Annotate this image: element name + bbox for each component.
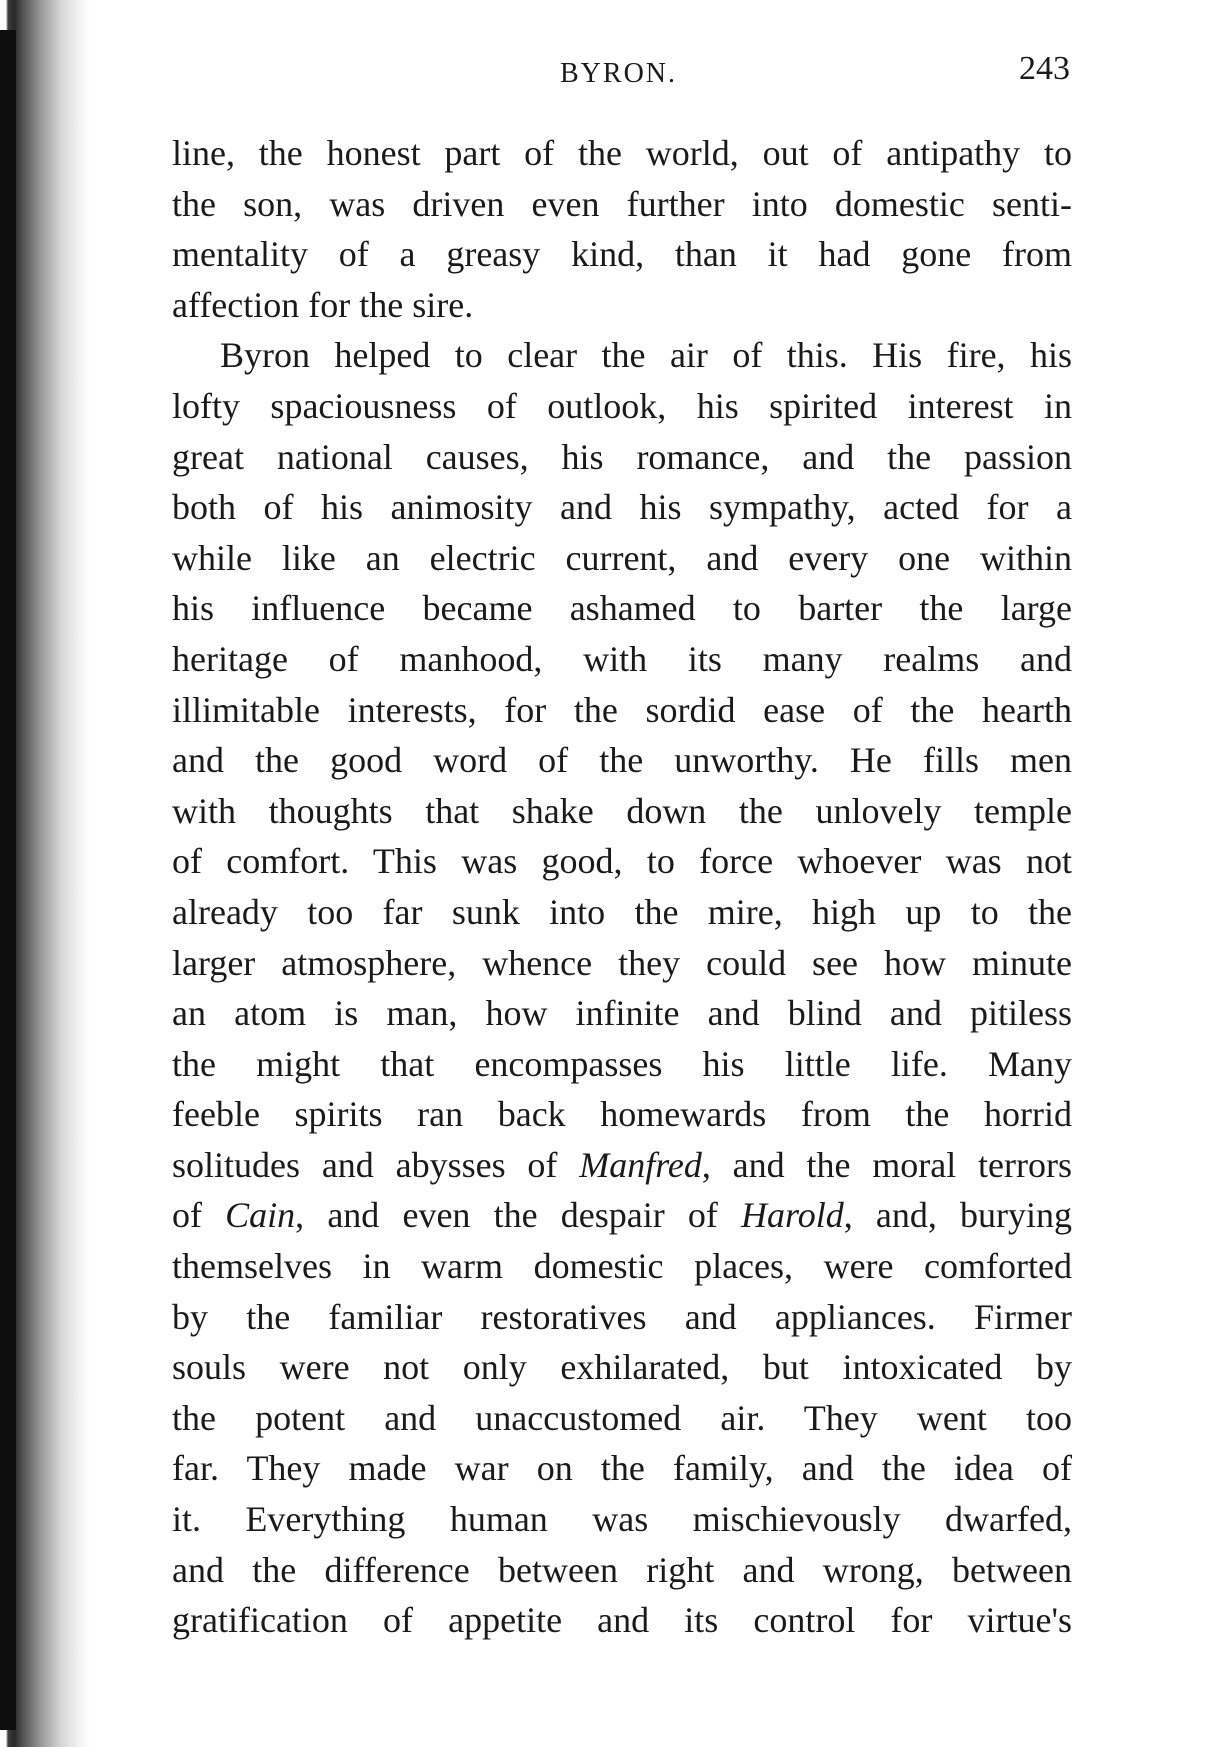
text-line: while like an electric current, and every one within <box>172 537 1072 578</box>
running-title: BYRON. <box>560 58 678 89</box>
text-line: solitudes and abysses of Manfred, and the moral terrors <box>172 1144 1072 1185</box>
text-line: heritage of manhood, with its many realms and <box>172 638 1072 679</box>
text-line: of Cain, and even the despair of Harold, and, burying <box>172 1195 1072 1236</box>
text-line: lofty spaciousness of outlook, his spirited interest in <box>172 385 1072 426</box>
binding-edge <box>0 30 16 1730</box>
text-line: an atom is man, how infinite and blind and pitiless <box>172 993 1072 1034</box>
text-line: and the difference between right and wrong, between <box>172 1549 1072 1590</box>
body-text <box>172 128 1072 1646</box>
text-line: by the familiar restoratives and appliances. Firmer <box>172 1296 1072 1337</box>
text-line: larger atmosphere, whence they could see how minute <box>172 942 1072 983</box>
text-line: with thoughts that shake down the unlovely temple <box>172 790 1072 831</box>
text-line: already too far sunk into the mire, high up to the <box>172 891 1072 932</box>
text-line: illimitable interests, for the sordid ease of the hearth <box>172 689 1072 730</box>
text-line: feeble spirits ran back homewards from the horrid <box>172 1094 1072 1135</box>
text-line: great national causes, his romance, and the passion <box>172 436 1072 477</box>
text-line: the son, was driven even further into domestic senti- <box>172 183 1072 224</box>
text-line: of comfort. This was good, to force whoever was not <box>172 841 1072 882</box>
text-line: and the good word of the unworthy. He fills men <box>172 740 1072 781</box>
text-line: both of his animosity and his sympathy, acted for a <box>172 487 1072 528</box>
text-line: his influence became ashamed to barter the large <box>172 588 1072 629</box>
text-line: the potent and unaccustomed air. They went too <box>172 1397 1072 1438</box>
running-header <box>170 48 1070 98</box>
text-line: Byron helped to clear the air of this. His fire, his <box>220 335 1072 376</box>
text-line: far. They made war on the family, and the idea of <box>172 1448 1072 1489</box>
text-line: gratification of appetite and its control for virtue's <box>172 1600 1072 1641</box>
text-line: affection for the sire. <box>172 284 474 325</box>
text-line: line, the honest part of the world, out of antipathy to <box>172 133 1072 173</box>
text-line: themselves in warm domestic places, were comforted <box>172 1246 1072 1287</box>
page-number: 243 <box>1019 50 1070 87</box>
text-line: mentality of a greasy kind, than it had gone from <box>172 234 1072 275</box>
text-line: the might that encompasses his little life. Many <box>172 1043 1072 1084</box>
text-line: it. Everything human was mischievously dwarfed, <box>172 1499 1072 1540</box>
text-line: souls were not only exhilarated, but intoxicated by <box>172 1347 1072 1388</box>
